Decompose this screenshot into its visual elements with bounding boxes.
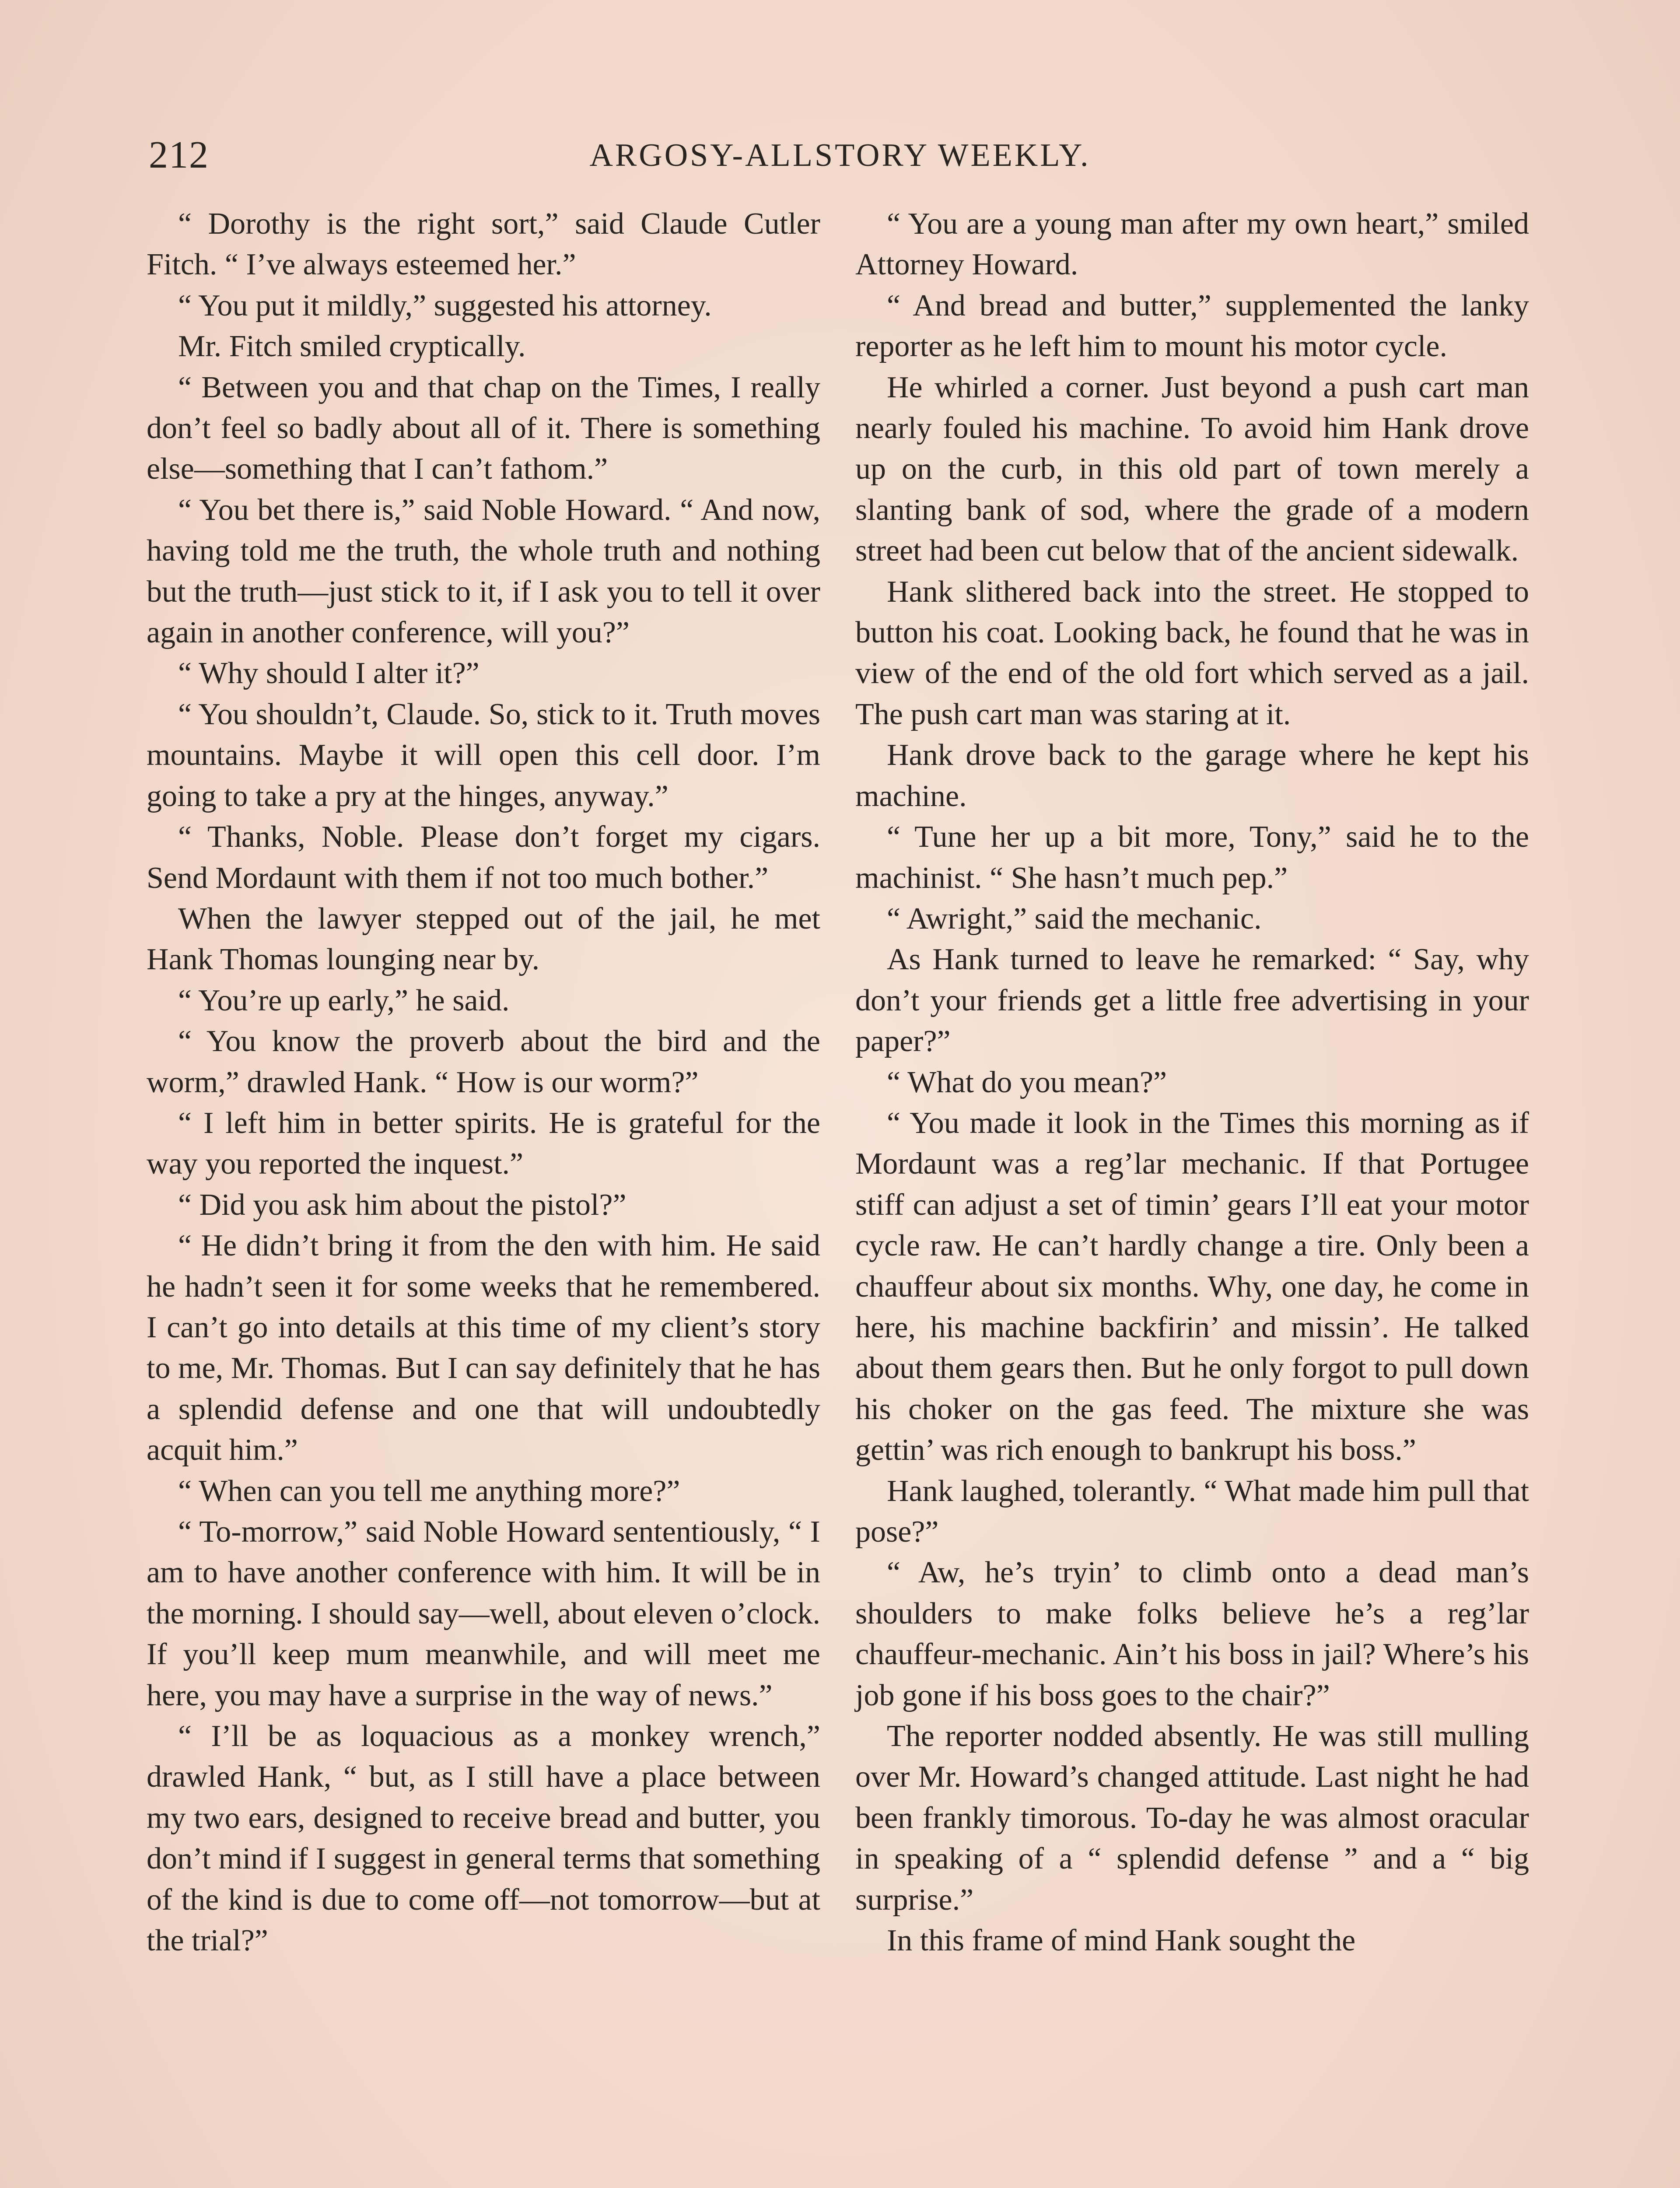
paragraph: “ What do you mean?” [887, 1065, 1167, 1099]
paragraph: “ Thanks, Noble. Please don’t forget my cigars. Send Mordaunt with them if not too much bother.” [147, 820, 820, 895]
paragraph: “ He didn’t bring it from the den with him. He said he hadn’t seen it for some weeks that he remembered. I can’t go into details at this time of my client’s story to me, Mr. Thomas. But I can say definitely that he has a splendid defense and one that will undoubtedly acquit him.” [147, 1229, 820, 1467]
paragraph: “ Did you ask him about the pistol?” [178, 1188, 626, 1222]
paragraph: The reporter nodded absently. He was still mulling over Mr. Howard’s changed attitude. Last night he had been frankly timorous. To-day he was almost oracular in speaking of a “ splendid defense ” and a “ big surprise.” [855, 1719, 1529, 1917]
page-header [149, 127, 1531, 184]
paragraph: He whirled a corner. Just beyond a push cart man nearly fouled his machine. To avoid him Hank drove up on the curb, in this old part of town merely a slanting bank of sod, where the grade of a modern street had been cut below that of the ancient sidewalk. [855, 370, 1529, 568]
paragraph: “ Awright,” said the mechanic. [887, 901, 1262, 936]
paragraph: “ To-morrow,” said Noble Howard sententiously, “ I am to have another conference with him. It will be in the morning. I should say—well, about eleven o’clock. If you’ll keep mum meanwhile, and will meet me here, you may have a surprise in the way of news.” [147, 1515, 820, 1712]
paragraph: As Hank turned to leave he remarked: “ Say, why don’t your friends get a little free advertising in your paper?” [855, 943, 1529, 1059]
paragraph: “ I’ll be as loquacious as a monkey wrench,” drawled Hank, “ but, as I still have a place between my two ears, designed to receive bread and butter, you don’t mind if I suggest in general terms that something of the kind is due to come off—not tomorrow—but at the trial?” [147, 1719, 820, 1958]
paragraph: “ You put it mildly,” suggested his attorney. [178, 288, 712, 323]
paragraph: “ You bet there is,” said Noble Howard. “ And now, having told me the truth, the whole truth and nothing but the truth—just stick to it, if I ask you to tell it over again in another conference, will you?” [147, 493, 820, 650]
paragraph: “ Tune her up a bit more, Tony,” said he to the machinist. “ She hasn’t much pep.” [855, 820, 1529, 895]
paragraph: “ Between you and that chap on the Times, I really don’t feel so badly about all of it. There is something else—something that I can’t fathom.” [147, 370, 820, 486]
paragraph: “ Dorothy is the right sort,” said Claude Cutler Fitch. “ I’ve always esteemed her.” [147, 207, 820, 282]
page-number: 212 [149, 134, 209, 176]
right-column [855, 203, 1529, 1961]
paragraph: When the lawyer stepped out of the jail, he met Hank Thomas lounging near by. [147, 901, 820, 977]
paragraph: “ Aw, he’s tryin’ to climb onto a dead man’s shoulders to make folks believe he’s a reg’lar chauffeur-mechanic. Ain’t his boss in jail? Where’s his job gone if his boss goes to the chair?” [855, 1556, 1529, 1712]
paragraph: Hank drove back to the garage where he kept his machine. [855, 738, 1529, 813]
paragraph: Mr. Fitch smiled cryptically. [178, 330, 526, 364]
paragraph: “ Why should I alter it?” [178, 656, 480, 691]
paragraph: Hank laughed, tolerantly. “ What made him pull that pose?” [855, 1474, 1529, 1549]
running-head: ARGOSY-ALLSTORY WEEKLY. [589, 137, 1091, 173]
paragraph: “ You’re up early,” he said. [178, 983, 510, 1017]
paragraph: “ You know the proverb about the bird and the worm,” drawled Hank. “ How is our worm?” [147, 1024, 820, 1099]
paragraph: “ When can you tell me anything more?” [178, 1474, 680, 1508]
paragraph: “ You shouldn’t, Claude. So, stick to it. Truth moves mountains. Maybe it will open this cell door. I’m going to take a pry at the hinges, anyway.” [147, 697, 820, 813]
paragraph: Hank slithered back into the street. He stopped to button his coat. Looking back, he found that he was in view of the end of the old fort which served as a jail. The push cart man was staring at it. [855, 575, 1529, 731]
paragraph: “ I left him in better spirits. He is grateful for the way you reported the inquest.” [147, 1106, 820, 1181]
paragraph: “ And bread and butter,” supplemented the lanky reporter as he left him to mount his motor cycle. [855, 288, 1529, 364]
paragraph: In this frame of mind Hank sought the [887, 1924, 1356, 1958]
paragraph: “ You made it look in the Times this morning as if Mordaunt was a reg’lar mechanic. If that Portugee stiff can adjust a set of timin’ gears I’ll eat your motor cycle raw. He can’t hardly change a tire. Only been a chauffeur about six months. Why, one day, he come in here, his machine backfirin’ and missin’. He talked about them gears then. But he only forgot to pull down his choker on the gas feed. The mixture she was gettin’ was rich enough to bankrupt his boss.” [855, 1106, 1529, 1467]
paragraph: “ You are a young man after my own heart,” smiled Attorney Howard. [855, 207, 1529, 282]
left-column [147, 203, 820, 1961]
